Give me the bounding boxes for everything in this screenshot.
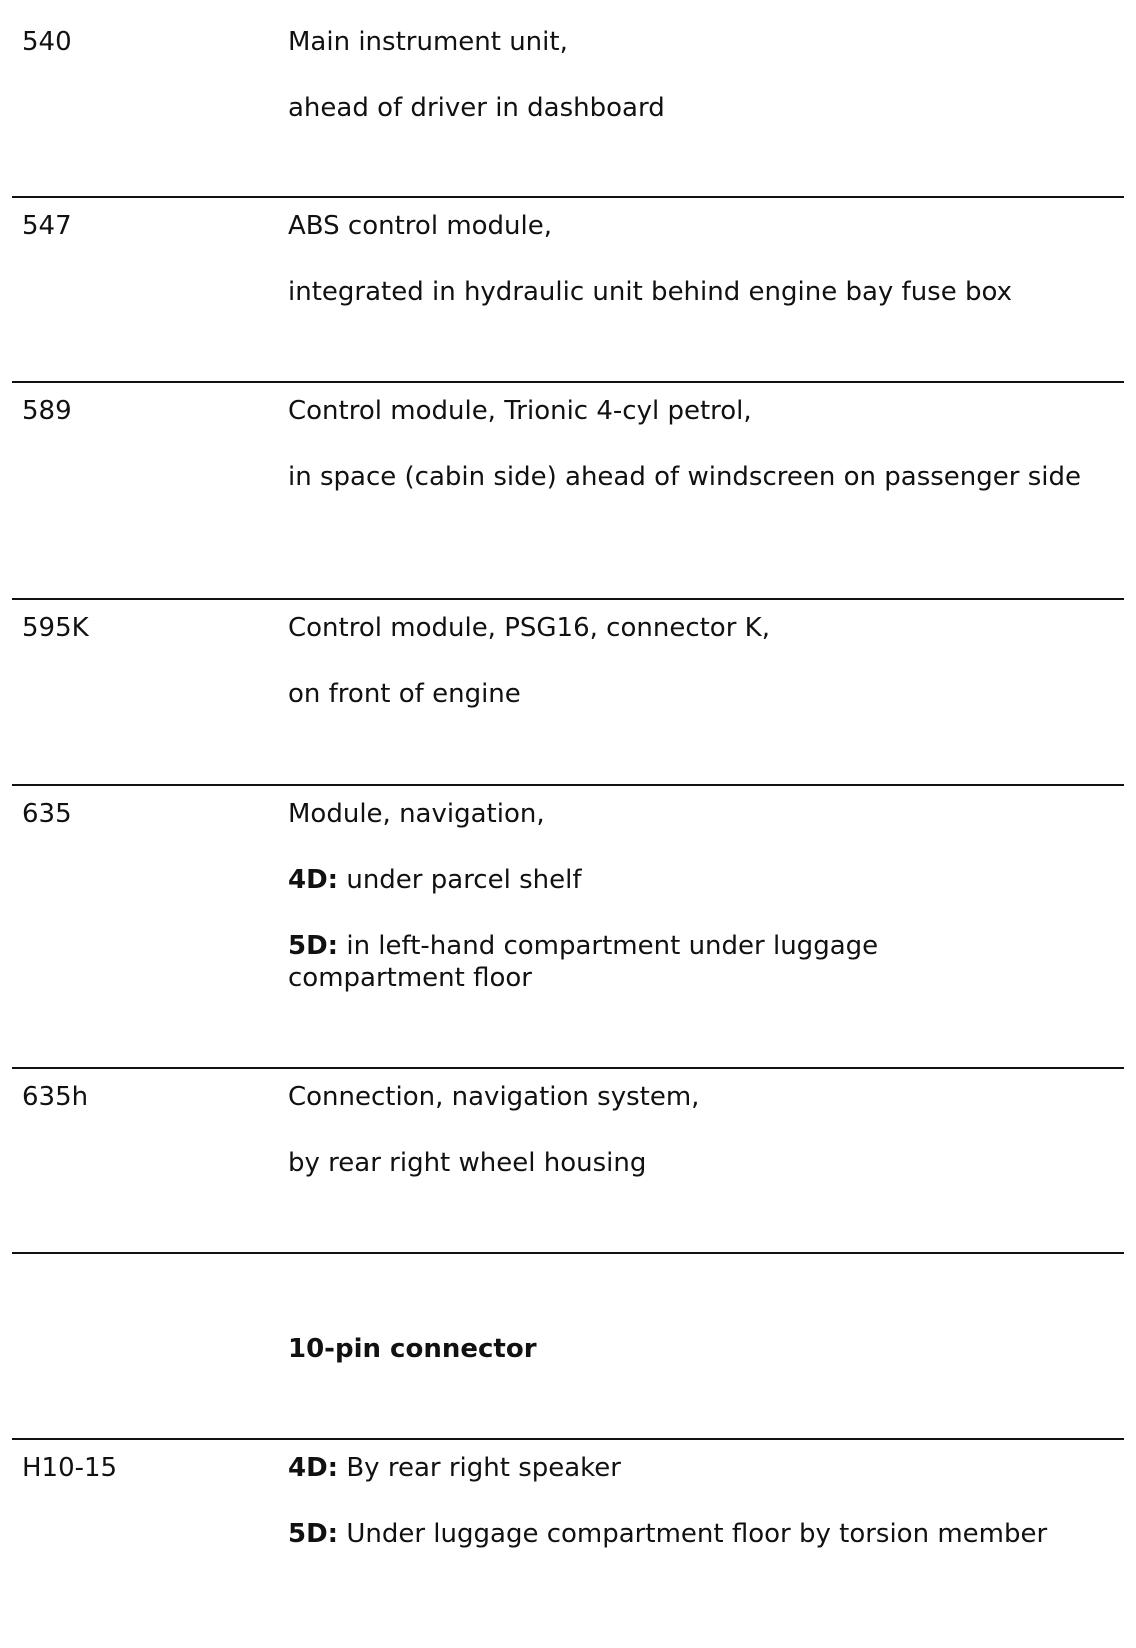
entry-code: 540 [22,27,72,57]
entry-note [288,1518,1108,1550]
entry-location: on front of engine [288,679,521,709]
entry-location: in space (cabin side) ahead of windscreen on passenger side [288,462,1081,492]
note-text: in left-hand compartment under luggage compartment floor [288,931,879,993]
section-heading: 10-pin connector [288,1334,537,1364]
entry-note [288,930,928,994]
note-label: 5D: [288,931,339,961]
entry-title: ABS control module, [288,211,553,241]
entry-code: 547 [22,211,72,241]
entry-location: integrated in hydraulic unit behind engine bay fuse box [288,277,1012,307]
entry-code: 595K [22,613,89,643]
row-divider [12,381,1124,383]
entry-code: H10-15 [22,1453,118,1483]
row-divider [12,196,1124,198]
entry-note [288,1452,1108,1484]
entry-note [288,864,1108,896]
note-label: 4D: [288,865,339,895]
entry-location: ahead of driver in dashboard [288,93,665,123]
entry-code: 635 [22,799,72,829]
entry-location: by rear right wheel housing [288,1148,647,1178]
note-label: 5D: [288,1519,339,1549]
note-text: under parcel shelf [346,865,582,895]
row-divider [12,784,1124,786]
entry-title: Control module, PSG16, connector K, [288,613,770,643]
note-text: By rear right speaker [346,1453,621,1483]
row-divider [12,1252,1124,1254]
row-divider [12,598,1124,600]
row-divider [12,1438,1124,1440]
entry-code: 589 [22,396,72,426]
entry-title: Module, navigation, [288,799,545,829]
entry-code: 635h [22,1082,89,1112]
note-text: Under luggage compartment floor by torsion member [346,1519,1048,1549]
entry-title: Connection, navigation system, [288,1082,700,1112]
row-divider [12,1067,1124,1069]
entry-title: Main instrument unit, [288,27,568,57]
entry-title: Control module, Trionic 4-cyl petrol, [288,396,752,426]
note-label: 4D: [288,1453,339,1483]
